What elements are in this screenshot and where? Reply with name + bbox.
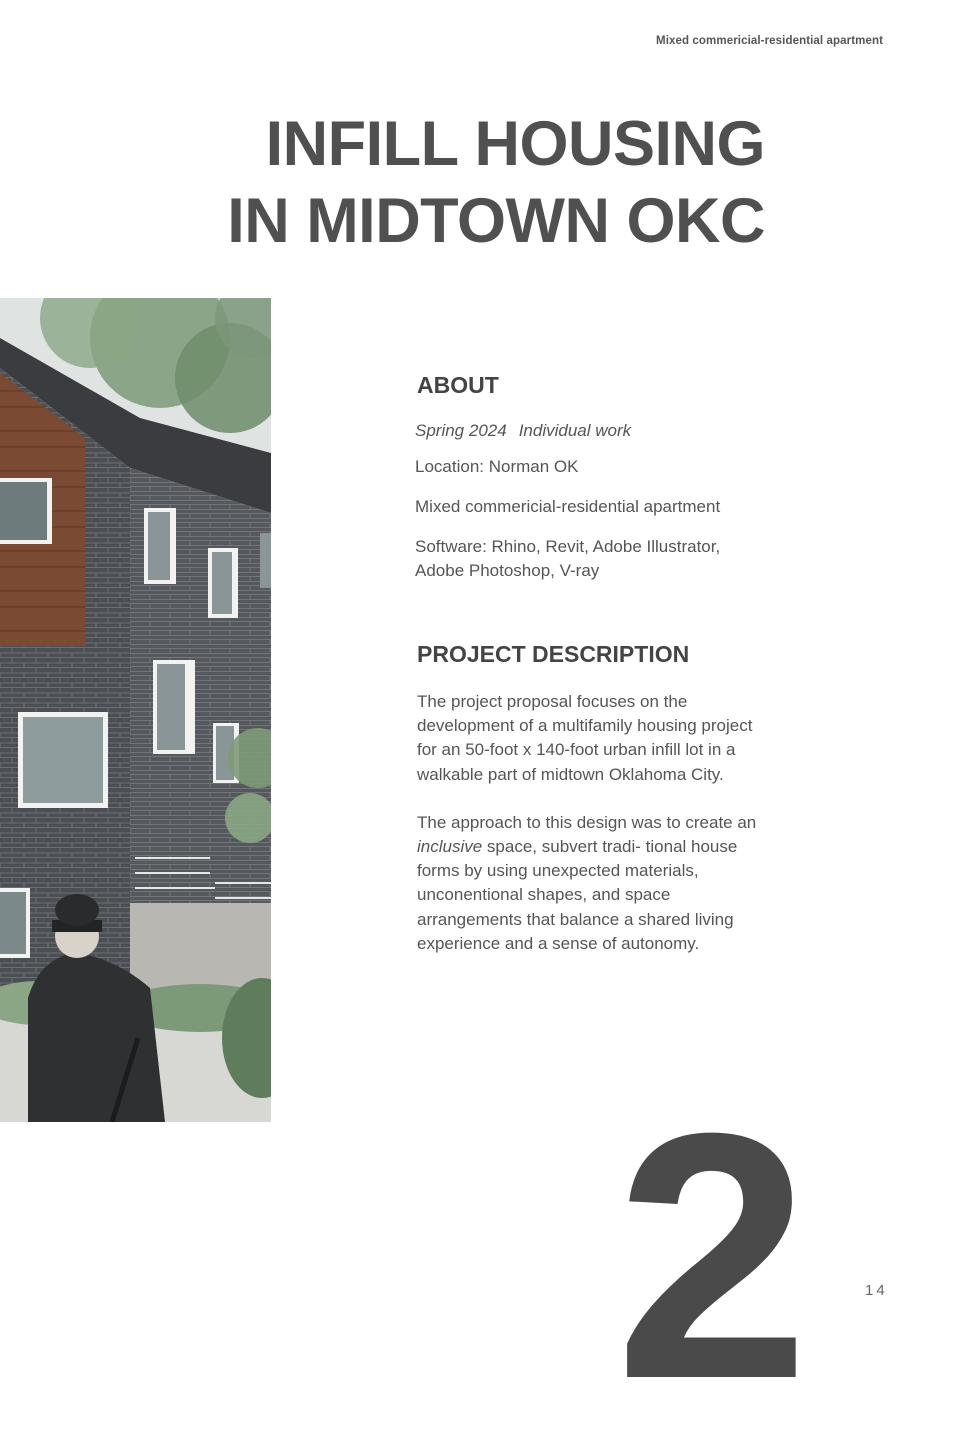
- about-program: Mixed commericial-residential apartment: [415, 497, 721, 516]
- page-title: [227, 106, 765, 260]
- about-meta: [415, 421, 775, 441]
- para2-emphasis: inclusive: [417, 837, 483, 857]
- about-software: [415, 535, 775, 583]
- about-location: Location: Norman OK: [415, 457, 579, 476]
- about-heading: ABOUT: [417, 372, 499, 398]
- about-software-line-1: Software: Rhino, Revit, Adobe Illustrator,: [415, 537, 721, 556]
- project-number: 2: [615, 1061, 800, 1452]
- about-software-line-2: Adobe Photoshop, V-ray: [415, 561, 600, 580]
- para2-text-after: space, subvert tradi- tional house forms by using unexpected materials, unconentional shapes, and space arrangements that balance a shared living experience and a sense of autonomy.: [417, 837, 738, 953]
- header-label: Mixed commericial-residential apartment: [656, 35, 883, 47]
- building-rendering-image: [0, 298, 271, 1122]
- page-title-line-1: INFILL HOUSING: [265, 109, 765, 179]
- para2-text-before: The approach to this design was to create an: [417, 812, 757, 832]
- project-description-paragraph-2: [415, 811, 757, 956]
- page-number: 14: [865, 1282, 888, 1299]
- page-title-line-2: IN MIDTOWN OKC: [227, 186, 765, 256]
- about-work-type: Individual work: [518, 421, 632, 440]
- project-description-heading: PROJECT DESCRIPTION: [417, 641, 690, 667]
- about-term: Spring 2024: [415, 421, 507, 440]
- about-section: [415, 372, 775, 956]
- project-description-paragraph-1: The project proposal focuses on the development of a multifamily housing project for an 50-foot x 140-foot urban infill lot in a walkable part of midtown Oklahoma City.: [417, 692, 753, 784]
